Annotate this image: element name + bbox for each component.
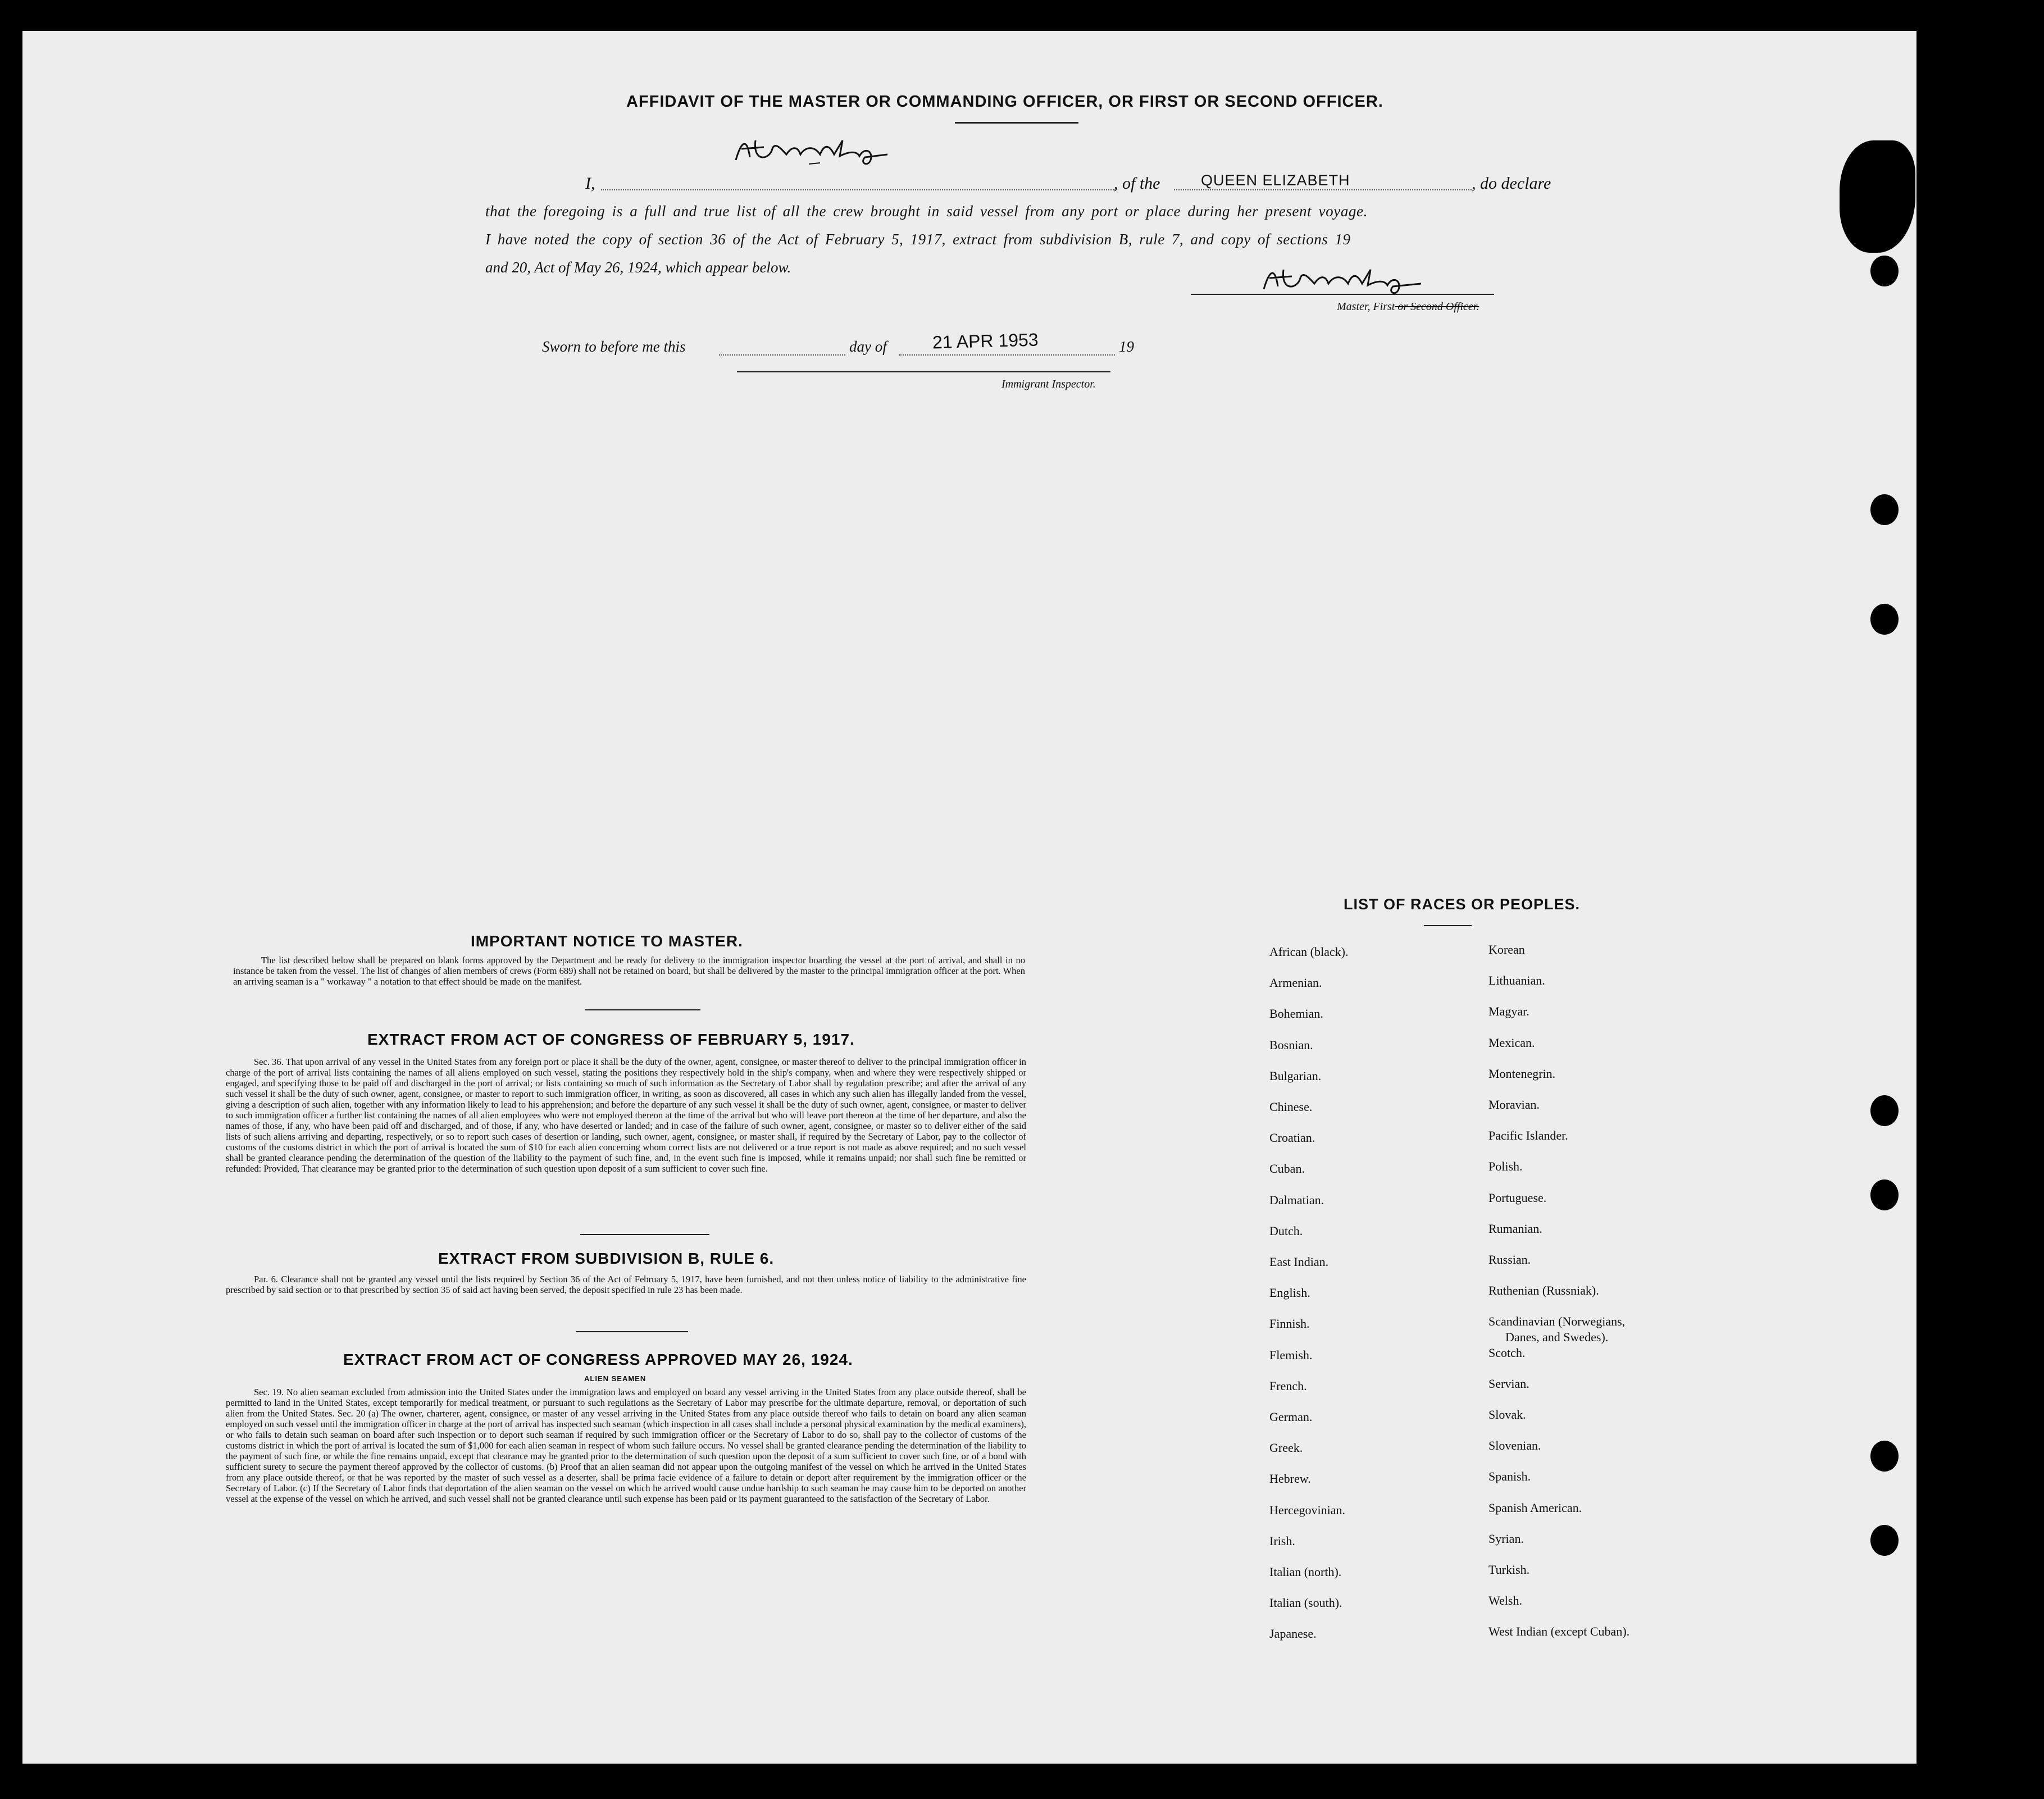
notice-title: IMPORTANT NOTICE TO MASTER. [471,932,743,950]
race-item: Bohemian. [1269,1006,1323,1021]
race-item: Irish. [1269,1533,1295,1548]
affidavit-line-4: and 20, Act of May 26, 1924, which appear below. [485,259,791,276]
race-item: Moravian. [1488,1097,1540,1112]
title-underline [955,122,1078,124]
race-item: Montenegrin. [1488,1066,1556,1081]
affidavit-line-3: I have noted the copy of section 36 of the Act of February 5, 1917, extract from subdivision B, rule 7, and copy of sections 19 [485,231,1351,248]
name-line [601,189,1116,190]
race-item: Spanish American. [1488,1500,1582,1515]
rule6-body: Par. 6. Clearance shall not be granted any vessel until the lists required by Section 36 of the Act of February 5, 1917, have been furnished, and not then unless notice of liability to the administrative fine prescribed by said section or to that prescribed by section 35 of said act having been served, the deposit specified in rule 23 has been made. [226,1274,1026,1295]
rule6-divider [576,1331,688,1332]
race-item: Turkish. [1488,1563,1530,1577]
year-prefix: 19 [1119,338,1134,355]
race-item: Hercegovinian. [1269,1502,1345,1517]
inspector-label: Immigrant Inspector. [1001,378,1096,390]
punch-hole [1870,604,1899,635]
race-item: Hebrew. [1269,1472,1311,1486]
race-item: Welsh. [1488,1593,1522,1608]
master-signature-line [1191,294,1494,295]
notice-divider [585,1009,700,1010]
extract-1924-subtitle: ALIEN SEAMEN [584,1374,647,1383]
race-item: Dutch. [1269,1223,1303,1238]
race-item: West Indian (except Cuban). [1488,1624,1630,1639]
race-item: Cuban. [1269,1162,1305,1176]
signer-role [1337,300,1479,313]
sworn-day-line [719,354,845,356]
vessel-name: QUEEN ELIZABETH [1201,172,1350,189]
vessel-line [1174,189,1472,190]
races-title: LIST OF RACES OR PEOPLES. [1344,896,1581,913]
day-of-label: day of [849,338,887,355]
sworn-label: Sworn to before me this [542,338,686,355]
race-item: Portuguese. [1488,1190,1547,1205]
sworn-date-line [899,354,1115,356]
punch-hole [1870,1525,1899,1556]
race-item: Spanish. [1488,1469,1531,1484]
race-item: Servian. [1488,1376,1529,1391]
race-item: German. [1269,1410,1313,1424]
punch-hole [1870,256,1899,286]
race-item: Danes, and Swedes). [1505,1330,1609,1345]
race-item: Scotch. [1488,1345,1526,1360]
punch-hole [1870,1179,1899,1210]
race-item: English. [1269,1286,1310,1300]
torn-edge [1840,140,1915,253]
race-item: Syrian. [1488,1531,1524,1546]
race-item: Korean [1488,942,1525,957]
race-item: Scandinavian (Norwegians, [1488,1314,1626,1329]
race-item: Lithuanian. [1488,973,1545,988]
race-item: East Indian. [1269,1255,1329,1269]
race-item: Rumanian. [1488,1221,1542,1236]
signer-role-struck: or Second Officer. [1395,300,1479,313]
do-declare-label: , do declare [1472,174,1551,193]
race-item: Japanese. [1269,1627,1317,1641]
race-item: Mexican. [1488,1035,1535,1050]
affidavit-title: AFFIDAVIT OF THE MASTER OR COMMANDING OFFICER, OR FIRST OR SECOND OFFICER. [626,93,1383,111]
notice-body: The list described below shall be prepared on blank forms approved by the Department and be ready for delivery to the immigration inspector boarding the vessel at the port of arrival, and shall in no instance be taken from the vessel. The list of changes of alien members of crews (Form 689) shall not be retained on board, but shall be delivered by the master to the principal immigration officer at the port. When an arriving seaman is a " workaway " a notation to that effect should be made on the manifest. [233,955,1025,987]
extract-1917-body: Sec. 36. That upon arrival of any vessel in the United States from any foreign port or place it shall be the duty of the owner, agent, consignee, or master thereof to deliver to the principal immigration officer in charge of the port of arrival lists containing the names of all aliens employed on such vessel, stating the positions they respectively hold in the ship's company, when and where they were respectively shipped or engaged, and specifying those to be paid off and discharged in the port of arrival; or lists containing so much of such information as the Secretary of Labor shall by regulation prescribe; and after the arrival of any such vessel it shall be the duty of such owner, agent, consignee, or master to report to such immigration officer, in writing, as soon as discovered, all cases in which any such alien has illegally landed from the vessel, giving a description of such alien, together with any information likely to lead to his apprehension; and before the departure of any such vessel it shall be the duty of such owner, agent, consignee, or master to deliver to such immigration officer a further list containing the names of all alien employees who were not employed thereon at the time of the arrival but who will leave port thereon at the time of her departure, and also the names of those, if any, who have been paid off and discharged, and of those, if any, who have deserted or landed; and in case of the failure of such owner, agent, consignee, or master so to deliver either of the said lists of such aliens arriving and departing, respectively, or so to report such cases of desertion or landing, such owner, agent, consignee, or master shall, if required by the Secretary of Labor, pay to the collector of customs of the customs district in which the port of arrival is located the sum of $10 for each alien concerning whom correct lists are not delivered or a true report is not made as above required; and no such vessel shall be granted clearance pending the determination of the question of the liability to the payment of such fine, and, in the event such fine is imposed, while it remains unpaid; nor shall such fine be remitted or refunded: Provided, That clearance may be granted prior to the determination of such question upon deposit of a sum sufficient to cover such fine. [226,1056,1026,1174]
race-item: Finnish. [1269,1317,1310,1331]
race-item: Slovak. [1488,1408,1526,1422]
signature-top [730,129,910,168]
rule6-title: EXTRACT FROM SUBDIVISION B, RULE 6. [438,1250,775,1267]
race-item: Armenian. [1269,976,1322,990]
signer-role-prefix: Master, First [1337,300,1395,313]
race-item: African (black). [1269,945,1349,959]
races-divider [1424,925,1472,926]
race-item: French. [1269,1378,1307,1393]
race-item: Bulgarian. [1269,1068,1322,1083]
race-item: Greek. [1269,1441,1303,1455]
race-item: Dalmatian. [1269,1192,1324,1207]
signature-master [1258,258,1444,298]
date-stamp: 21 APR 1953 [932,329,1039,353]
punch-hole [1870,1095,1899,1126]
race-item: Slovenian. [1488,1438,1541,1453]
extract-1924-title: EXTRACT FROM ACT OF CONGRESS APPROVED MAY 26, 1924. [343,1351,853,1368]
extract-1917-divider [580,1234,709,1235]
i-label: I, [585,174,595,193]
race-item: Italian (north). [1269,1565,1342,1579]
document-page [22,31,1916,1764]
punch-hole [1870,1441,1899,1472]
race-item: Flemish. [1269,1347,1313,1362]
race-item: Croatian. [1269,1131,1315,1145]
race-item: Italian (south). [1269,1596,1342,1610]
inspector-line [737,371,1110,372]
affidavit-line-2: that the foregoing is a full and true list of all the crew brought in said vessel from any port or place during her present voyage. [485,203,1368,220]
race-item: Magyar. [1488,1004,1529,1019]
race-item: Bosnian. [1269,1037,1313,1052]
of-the-label: , of the [1114,174,1160,193]
race-item: Ruthenian (Russniak). [1488,1283,1599,1298]
punch-hole [1870,494,1899,525]
race-item: Polish. [1488,1159,1523,1174]
extract-1917-title: EXTRACT FROM ACT OF CONGRESS OF FEBRUARY 5, 1917. [367,1031,855,1048]
extract-1924-body: Sec. 19. No alien seaman excluded from admission into the United States under the immigration laws and employed on board any vessel arriving in the United States from any place outside thereof, shall be permitted to land in the United States, except temporarily for medical treatment, or pursuant to such regulations as the Secretary of Labor may prescribe for the ultimate departure, removal, or deportation of such alien from the United States. Sec. 20 (a) The owner, charterer, agent, consignee, or master of any vessel arriving in the United States from any place outside thereof who fails to detain on board any alien seaman employed on such vessel until the immigration officer in charge at the port of arrival has inspected such seaman (which inspection in all cases shall include a personal physical examination by the medical examiners), or who fails to detain such seaman on board after such inspection or to deport such seaman if required by such immigration officer or the Secretary of Labor to do so, shall pay to the collector of customs of the customs district in which the port of arrival is located the sum of $1,000 for each alien seaman in respect of whom such failure occurs. No vessel shall be granted clearance pending the determination of the liability to the payment of such fine, or while the fine remains unpaid, except that clearance may be granted prior to the determination of such question upon the deposit of a sum sufficient to cover such fine, or of a bond with sufficient surety to secure the payment thereof approved by the collector of customs. (b) Proof that an alien seaman did not appear upon the outgoing manifest of the vessel on which he arrived in the United States from any place outside thereof, or that he was reported by the master of such vessel as a deserter, shall be prima facie evidence of a failure to detain or deport after requirement by the immigration officer or the Secretary of Labor. (c) If the Secretary of Labor finds that deportation of the alien seaman on the vessel on which he arrived would cause undue hardship to such seaman he may cause him to be deported on another vessel at the expense of the vessel on which he arrived, and such vessel shall not be granted clearance until such expense has been paid or its payment guaranteed to the satisfaction of the Secretary of Labor. [226,1387,1026,1504]
race-item: Russian. [1488,1253,1531,1267]
race-item: Chinese. [1269,1100,1313,1114]
race-item: Pacific Islander. [1488,1128,1568,1143]
